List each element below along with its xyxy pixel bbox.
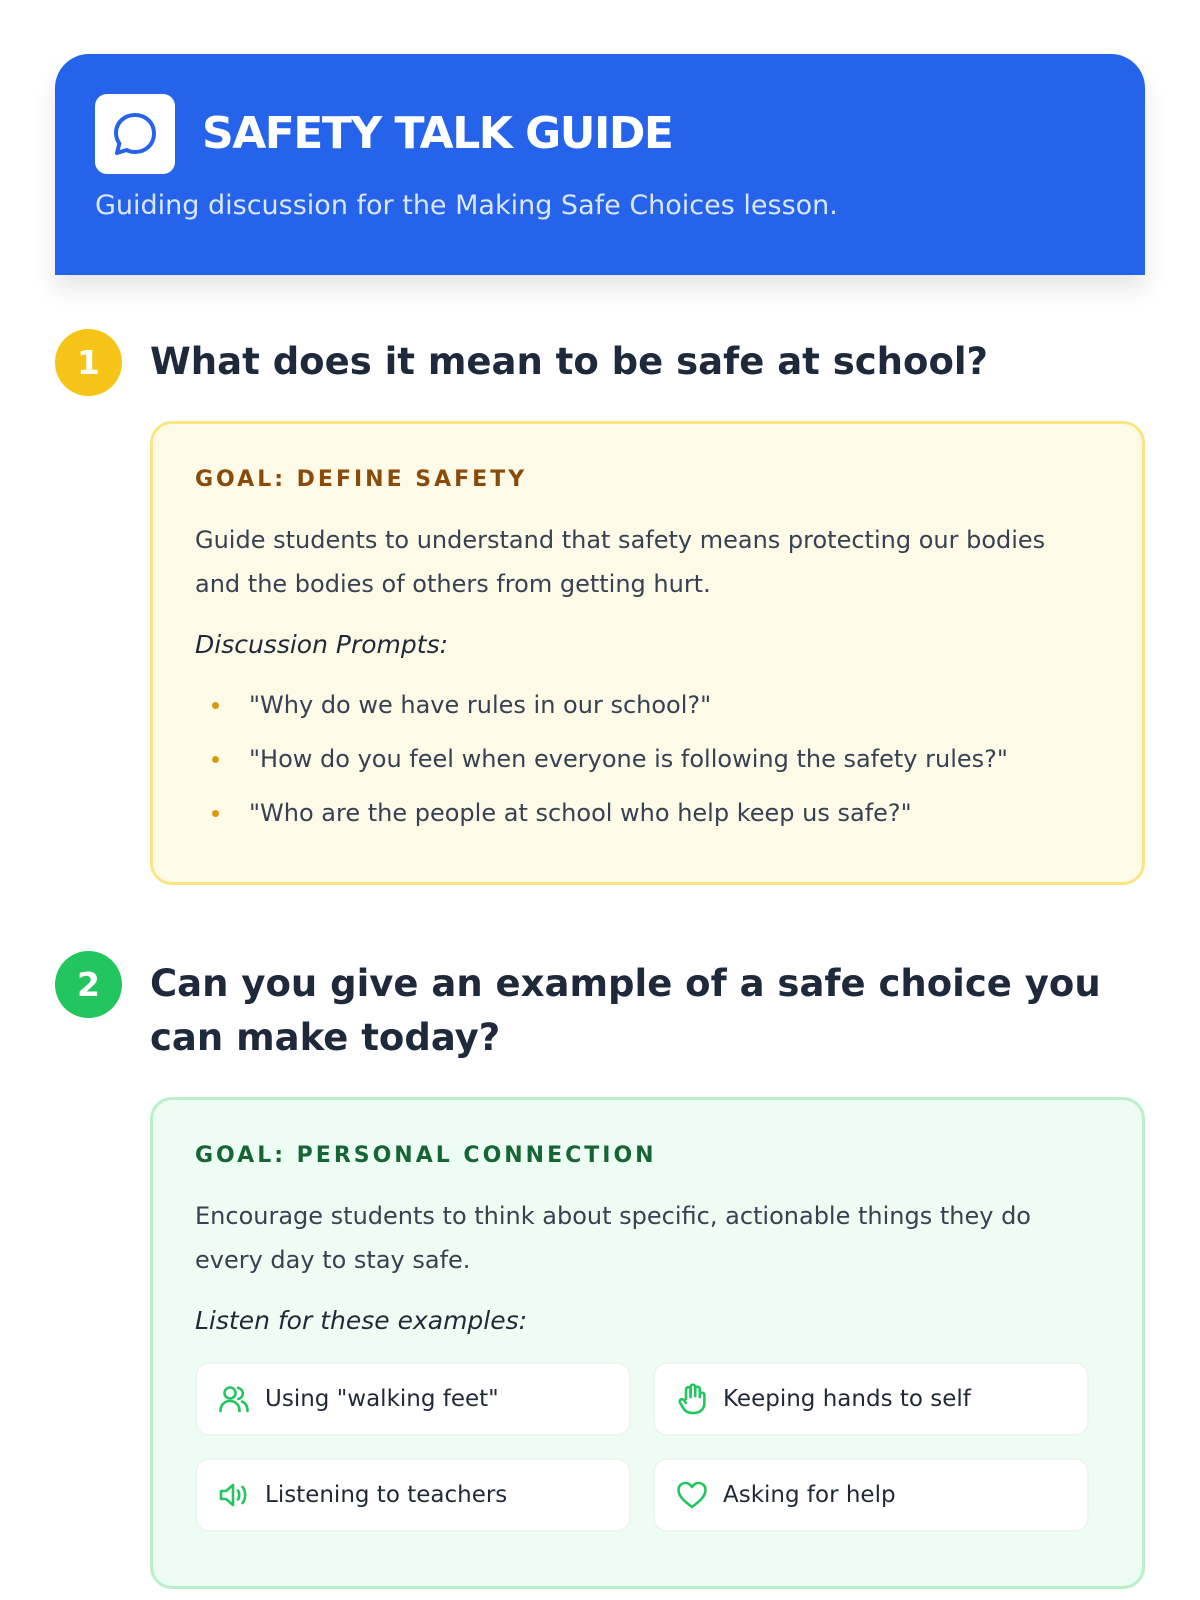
example-card bbox=[195, 1458, 631, 1532]
section-personal-connection bbox=[55, 951, 1145, 1589]
example-label: Listening to teachers bbox=[265, 1482, 508, 1508]
goal-label: GOAL: DEFINE SAFETY bbox=[195, 467, 528, 492]
bullet-dot bbox=[212, 702, 219, 709]
section-define-safety bbox=[55, 329, 1145, 885]
example-label: Asking for help bbox=[723, 1482, 896, 1508]
page-subtitle: Guiding discussion for the Making Safe Choices lesson. bbox=[95, 190, 838, 221]
list-item bbox=[195, 732, 1100, 786]
goal-label: GOAL: PERSONAL CONNECTION bbox=[195, 1143, 657, 1168]
prompt-text: "Who are the people at school who help keep us safe?" bbox=[249, 799, 912, 827]
step-number-badge: 2 bbox=[55, 951, 122, 1018]
prompt-text: "Why do we have rules in our school?" bbox=[249, 691, 712, 719]
example-card bbox=[195, 1362, 631, 1436]
people-icon bbox=[217, 1382, 251, 1416]
prompt-list bbox=[195, 678, 1100, 840]
prompt-text: "How do you feel when everyone is following the safety rules?" bbox=[249, 745, 1008, 773]
page-title: SAFETY TALK GUIDE bbox=[202, 108, 673, 159]
prompts-label: Discussion Prompts: bbox=[195, 630, 449, 659]
section-question: What does it mean to be safe at school? bbox=[150, 340, 989, 383]
goal-card bbox=[150, 1097, 1145, 1589]
header-banner bbox=[55, 54, 1145, 275]
chat-bubble-icon bbox=[95, 94, 175, 174]
goal-description: Guide students to understand that safety means protecting our bodies and the bodies of others from getting hurt. bbox=[195, 526, 1046, 598]
step-number-badge: 1 bbox=[55, 329, 122, 396]
hand-icon bbox=[675, 1382, 709, 1416]
bullet-dot bbox=[212, 810, 219, 817]
list-item bbox=[195, 678, 1100, 732]
bullet-dot bbox=[212, 756, 219, 763]
header-top bbox=[95, 94, 1105, 174]
examples-label: Listen for these examples: bbox=[195, 1306, 528, 1335]
example-label: Using "walking feet" bbox=[265, 1386, 499, 1412]
goal-description: Encourage students to think about specific, actionable things they do every day to stay safe. bbox=[195, 1202, 1031, 1274]
example-label: Keeping hands to self bbox=[723, 1386, 971, 1412]
heart-icon bbox=[675, 1478, 709, 1512]
example-card bbox=[653, 1458, 1089, 1532]
goal-card bbox=[150, 421, 1145, 885]
example-card bbox=[653, 1362, 1089, 1436]
section-question: Can you give an example of a safe choice you can make today? bbox=[150, 962, 1101, 1059]
examples-grid bbox=[195, 1362, 1100, 1532]
speaker-icon bbox=[217, 1478, 251, 1512]
list-item bbox=[195, 786, 1100, 840]
